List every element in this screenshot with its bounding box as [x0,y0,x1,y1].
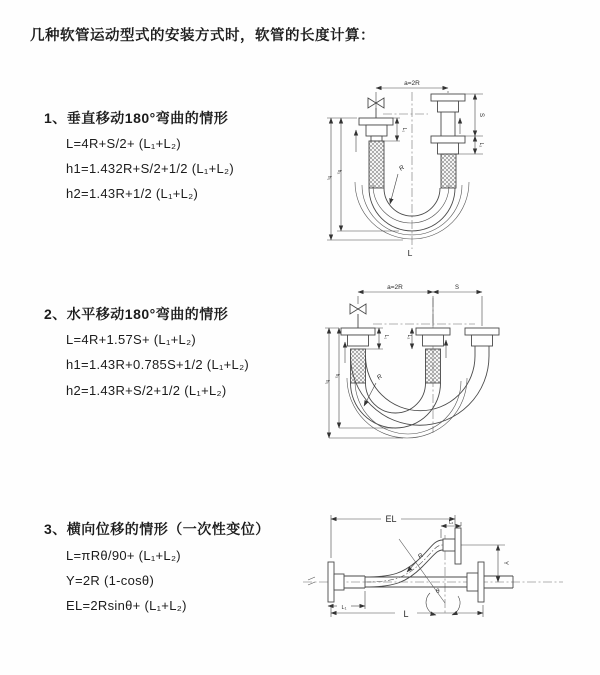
dim-label-l1: L₁ [383,334,389,340]
formula-s2-L: L=4R+1.57S+ (L₁+L₂) [66,332,197,347]
formula-s3-L: L=πRθ/90+ (L₁+L₂) [66,548,181,563]
diagram-lateral-displacement [295,495,600,660]
dimension-h1-h2 [326,118,403,240]
dim-label-y: Y [502,560,508,566]
dimension-el [331,514,455,558]
dim-label-l1: L₁ [341,605,347,611]
radius-label: R [416,552,425,561]
dimension-l [331,605,483,619]
diagram-horizontal-180-bend [315,278,585,453]
formula-s2-h1: h1=1.43R+0.785S+1/2 (L₁+L₂) [66,357,250,372]
radius-callout [390,164,406,204]
dim-label-s: S [478,112,484,118]
formula-s1-h2: h2=1.43R+1/2 (L₁+L₂) [66,186,199,201]
dim-label-el: EL [385,514,397,524]
formula-s3-EL: EL=2Rsinθ+ (L₁+L₂) [66,598,187,613]
dimension-s-l2 [456,94,484,154]
dim-label-h2: h₂ [336,169,342,175]
dim-label-h2: h₂ [334,373,340,379]
dim-label-l2: L₂ [406,334,412,340]
formula-s2-h2: h2=1.43R+S/2+1/2 (L₁+L₂) [66,383,227,398]
left-pipe-fitting [359,118,393,188]
dim-label-s: S [454,285,460,291]
formula-s1-h1: h1=1.432R+S/2+1/2 (L₁+L₂) [66,161,234,176]
displaced-s-curve-hose [365,528,461,587]
dim-label-l2: L₂ [448,519,454,526]
section2-heading: 2、水平移动180°弯曲的情形 [44,306,229,322]
centerlines [383,92,428,249]
dim-label-h1: h₁ [326,175,332,181]
dim-label-a2r: a=2R [404,80,420,87]
dimension-a2r [358,284,482,326]
formula-s1-L: L=4R+S/2+ (L₁+L₂) [66,136,181,151]
right-pipe-fitting [431,94,465,188]
dim-label-l: L [403,609,409,619]
section1-heading: 1、垂直移动180°弯曲的情形 [44,110,229,126]
radius-label: R [397,164,406,173]
valve-icon [350,304,366,328]
section3-heading: 3、横向位移的情形（一次性变位） [44,521,270,537]
formula-s3-Y: Y=2R (1-cosθ) [66,573,155,588]
page-title: 几种软管运动型式的安装方式时，软管的长度计算： [30,28,375,44]
dim-label-l1: L₁ [401,127,407,133]
dim-label-h1: h₁ [324,379,330,385]
length-label: L [407,248,413,258]
hose-u-bends [347,346,489,438]
radius-label: R [375,373,384,382]
diagram-vertical-180-bend [315,70,595,262]
middle-pipe-fitting [416,328,450,383]
dim-label-l2: L₂ [478,142,484,148]
dim-label-a2r: a=2R [387,284,403,291]
left-pipe-fitting [341,328,375,383]
angle-label: θ [436,588,440,595]
moved-pipe-fitting [465,328,499,346]
